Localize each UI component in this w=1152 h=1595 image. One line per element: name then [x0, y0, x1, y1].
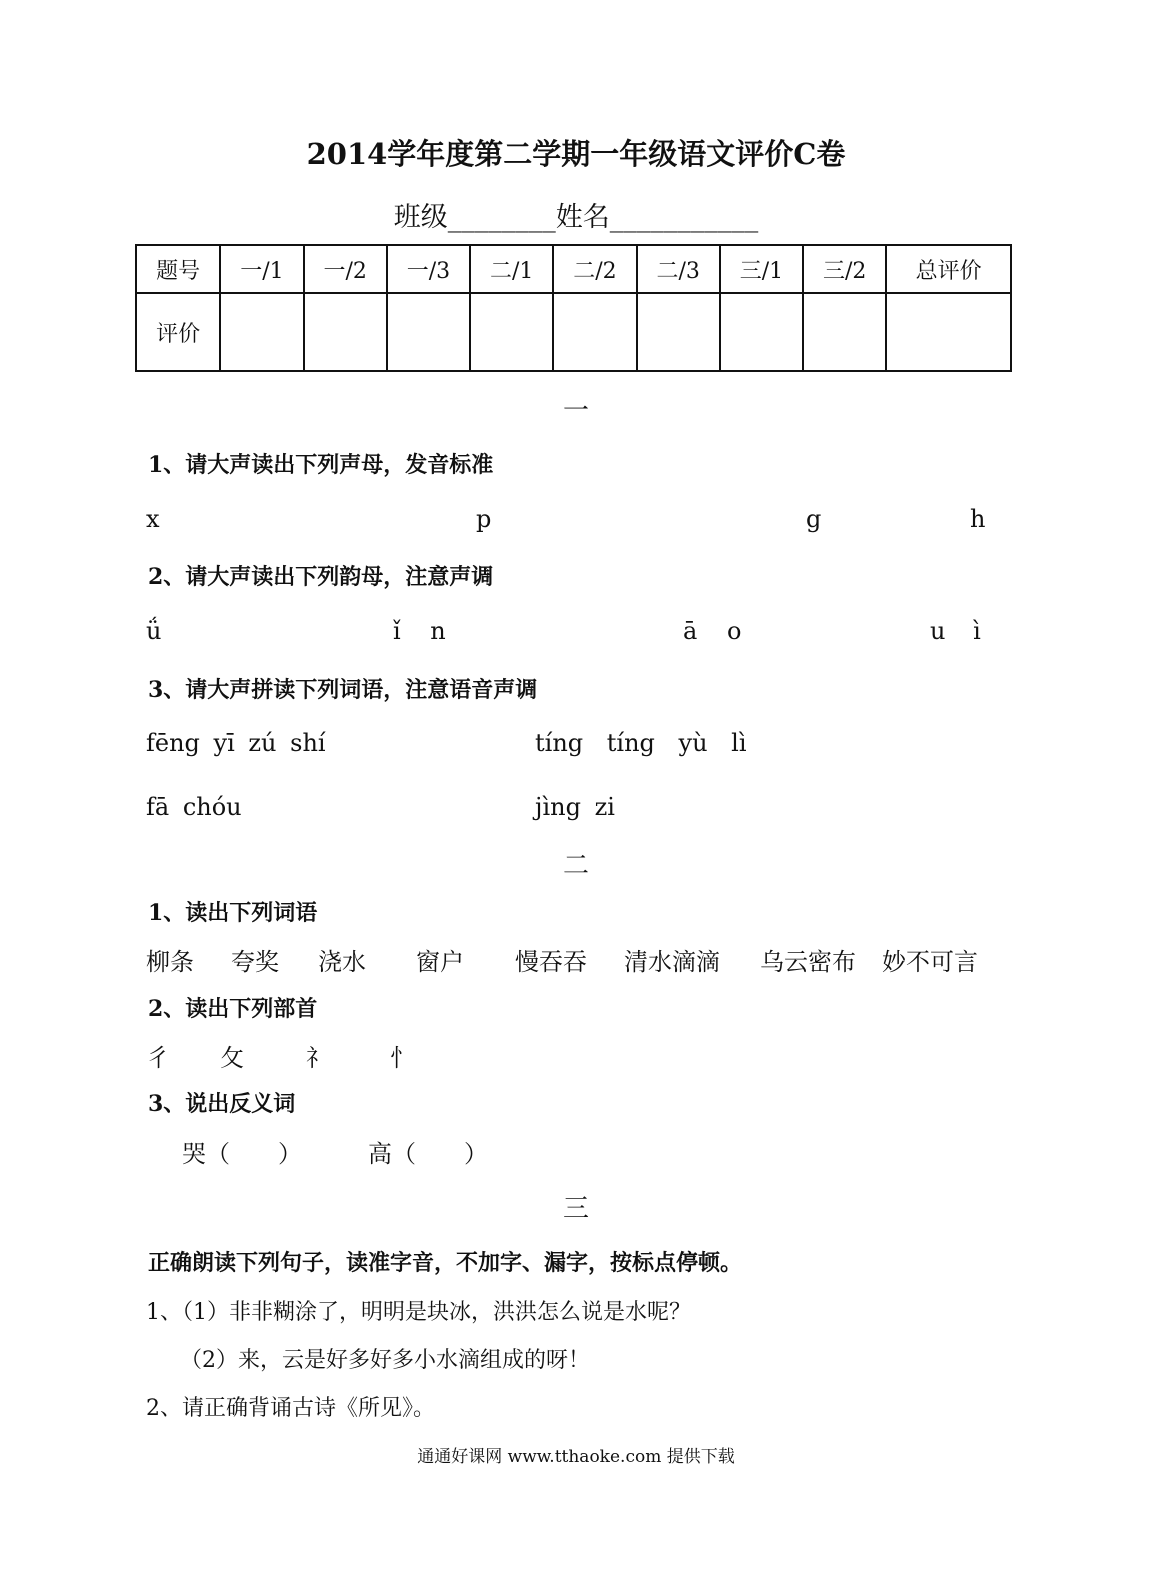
radical-item: 忄 — [390, 1044, 414, 1072]
word-item: 乌云密布 — [760, 948, 856, 976]
reading-line: 1、（1）非非糊涂了，明明是块冰，洪洪怎么说是水呢？ — [146, 1300, 691, 1325]
header-cell: 总评价 — [886, 245, 1011, 293]
word-item: 夸奖 — [231, 948, 279, 976]
final-item: ǐ n — [393, 617, 446, 645]
question-1-3: 3、请大声拼读下列词语，注意语音声调 — [148, 677, 538, 703]
word-item: 窗户 — [416, 948, 464, 976]
initial-item: h — [970, 505, 986, 533]
name-label: 姓名 — [555, 202, 610, 233]
score-cell[interactable] — [470, 293, 553, 371]
pinyin-word: jìng zi — [535, 793, 615, 821]
final-item: ǘ — [146, 617, 162, 645]
footer-source: 通通好课网 www.tthaoke.com 提供下载 — [417, 1447, 735, 1467]
header-cell: 二/2 — [553, 245, 636, 293]
header-cell: 题号 — [136, 245, 220, 293]
antonym-item: 高（ ） — [368, 1140, 488, 1168]
header-cell: 一/2 — [304, 245, 387, 293]
header-cell: 三/2 — [803, 245, 886, 293]
word-item: 浇水 — [318, 948, 366, 976]
score-cell[interactable] — [220, 293, 303, 371]
section-heading-1: 一 — [562, 396, 589, 426]
header-cell: 二/3 — [637, 245, 720, 293]
reading-line: （2）来，云是好多好多小水滴组成的呀！ — [180, 1348, 590, 1373]
header-cell: 三/1 — [720, 245, 803, 293]
antonym-item: 哭（ ） — [182, 1140, 302, 1168]
score-cell[interactable] — [886, 293, 1011, 371]
question-2-2: 2、读出下列部首 — [148, 996, 318, 1022]
header-cell: 一/3 — [387, 245, 470, 293]
radical-item: 彳 — [146, 1044, 170, 1072]
class-blank: ________ — [447, 202, 556, 233]
final-item: ā o — [683, 617, 742, 645]
initial-item: g — [806, 505, 822, 533]
reading-instruction: 正确朗读下列句子，读准字音，不加字、漏字，按标点停顿。 — [148, 1250, 743, 1276]
score-cell[interactable] — [387, 293, 470, 371]
score-header-row — [136, 245, 1011, 293]
score-cell[interactable] — [720, 293, 803, 371]
class-label: 班级 — [393, 202, 448, 233]
pinyin-word: fā chóu — [146, 793, 242, 821]
score-eval-row — [136, 293, 1011, 371]
question-2-1: 1、读出下列词语 — [148, 900, 318, 926]
initial-item: p — [476, 505, 492, 533]
score-cell[interactable] — [803, 293, 886, 371]
question-1-2: 2、请大声读出下列韵母，注意声调 — [148, 564, 494, 590]
pinyin-word: fēng yī zú shí — [146, 729, 326, 757]
radical-item: 攵 — [220, 1044, 244, 1072]
row-label: 评价 — [136, 293, 220, 371]
question-2-3: 3、说出反义词 — [148, 1091, 296, 1117]
section-heading-2: 二 — [562, 851, 589, 881]
score-table — [135, 244, 1012, 372]
word-item: 妙不可言 — [882, 948, 978, 976]
word-item: 柳条 — [146, 948, 194, 976]
reading-line: 2、请正确背诵古诗《所见》。 — [146, 1396, 435, 1421]
final-item: u ì — [930, 617, 981, 645]
initial-item: x — [146, 505, 160, 533]
word-item: 清水滴滴 — [624, 948, 720, 976]
score-cell[interactable] — [553, 293, 636, 371]
section-heading-3: 三 — [562, 1194, 589, 1224]
score-cell[interactable] — [304, 293, 387, 371]
name-blank: ___________ — [609, 202, 759, 233]
question-1-1: 1、请大声读出下列声母，发音标准 — [148, 452, 494, 478]
header-cell: 一/1 — [220, 245, 303, 293]
score-cell[interactable] — [637, 293, 720, 371]
radical-item: 礻 — [306, 1044, 330, 1072]
pinyin-word: tíng tíng yù lì — [535, 729, 747, 757]
class-name-line — [0, 195, 1152, 234]
page-title: 2014学年度第二学期一年级语文评价C卷 — [306, 137, 846, 171]
word-item: 慢吞吞 — [515, 948, 587, 976]
header-cell: 二/1 — [470, 245, 553, 293]
